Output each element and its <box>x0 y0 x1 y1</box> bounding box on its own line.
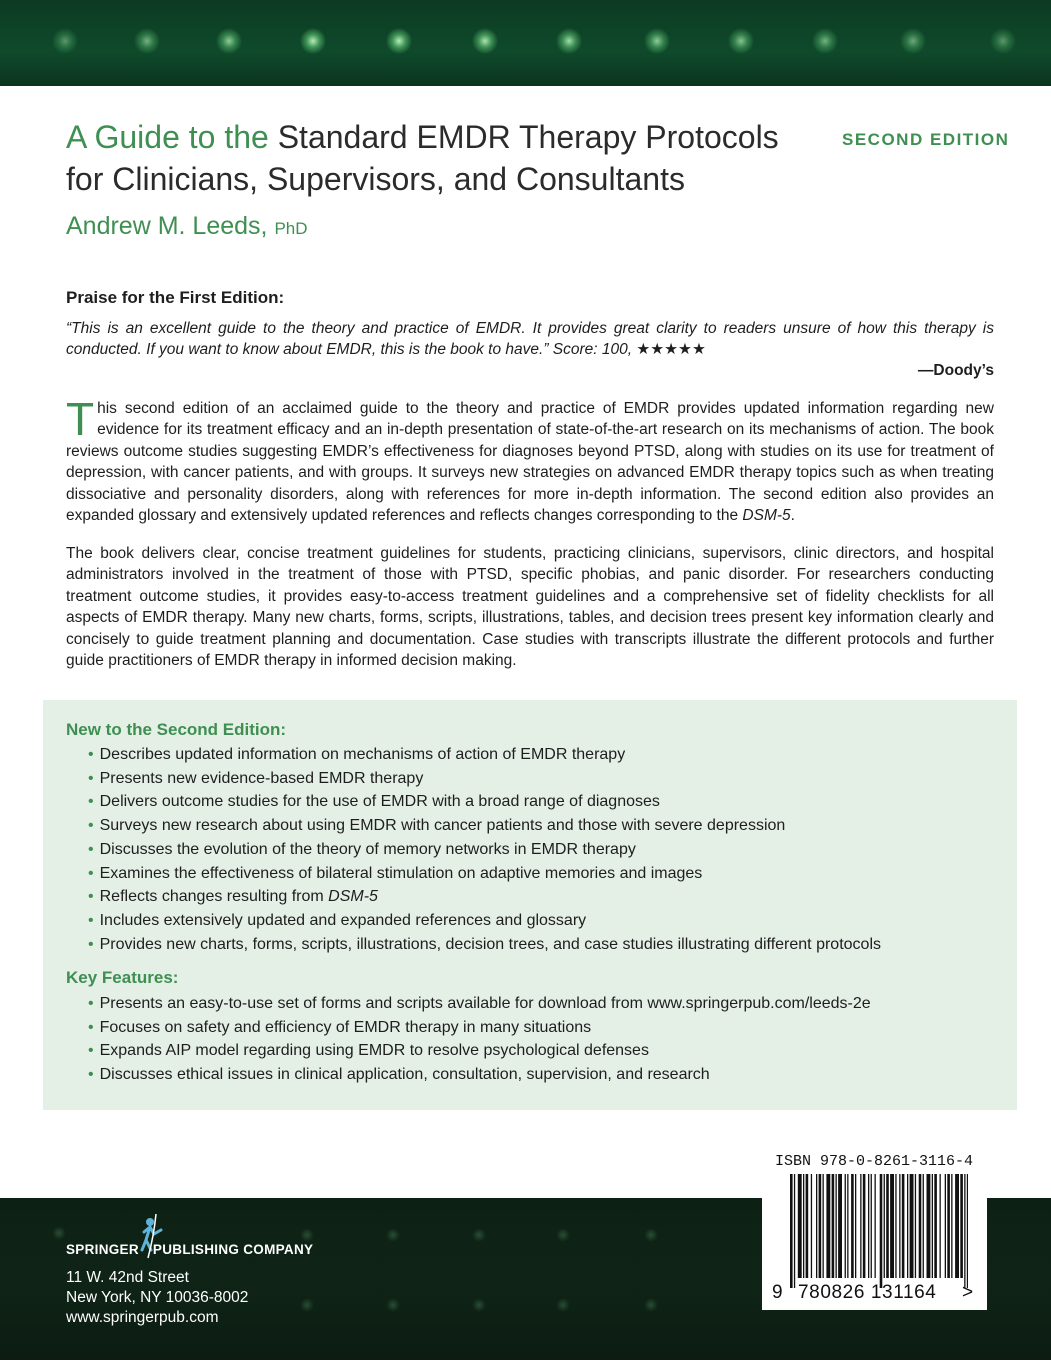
description-paragraph-1 <box>66 393 994 526</box>
barcode-bar <box>860 1174 861 1278</box>
title-line-2: for Clinicians, Supervisors, and Consultants <box>66 161 685 197</box>
barcode-bar <box>947 1174 950 1278</box>
barcode-bar <box>967 1174 968 1288</box>
drop-cap: T <box>66 393 95 445</box>
decorative-light-dot <box>52 1226 66 1240</box>
title-main: Standard EMDR Therapy Protocols <box>277 119 779 155</box>
decorative-light-dot <box>52 28 78 54</box>
praise-source: —Doody’s <box>917 362 994 379</box>
barcode-bar <box>932 1174 933 1278</box>
barcode-bar <box>884 1174 885 1278</box>
new-edition-heading: New to the Second Edition: <box>66 720 287 739</box>
decorative-light-dot <box>812 28 838 54</box>
decorative-light-dot <box>556 28 582 54</box>
barcode-bar <box>803 1174 804 1278</box>
barcode-bar <box>868 1174 869 1278</box>
barcode-bar <box>955 1174 959 1278</box>
decorative-light-dot <box>644 28 670 54</box>
barcode-bar <box>875 1174 876 1278</box>
list-item: • Discusses ethical issues in clinical application, consultation, supervision, and research <box>88 1063 1008 1087</box>
list-item: • Describes updated information on mechanisms of action of EMDR therapy <box>88 743 1008 767</box>
top-decorative-band <box>0 0 1051 86</box>
isbn-label: ISBN 978-0-8261-3116-4 <box>775 1153 974 1170</box>
barcode-bar <box>907 1174 908 1278</box>
decorative-light-dot <box>472 1228 486 1242</box>
features-panel <box>43 700 1017 1110</box>
barcode-bar <box>838 1174 842 1278</box>
list-item: • Expands AIP model regarding using EMDR to resolve psychological defenses <box>88 1039 1008 1063</box>
barcode-bar <box>934 1174 937 1278</box>
barcode-bar <box>890 1174 894 1278</box>
barcode-bars <box>790 1174 968 1288</box>
barcode-bar <box>940 1174 941 1278</box>
new-edition-list <box>88 743 1008 956</box>
decorative-light-dot <box>644 1228 658 1242</box>
edition-label: SECOND EDITION <box>842 130 1010 149</box>
barcode-bar <box>886 1174 889 1278</box>
barcode-bar <box>806 1174 809 1278</box>
barcode-bar <box>951 1174 952 1278</box>
list-item: • Discusses the evolution of the theory of memory networks in EMDR therapy <box>88 838 1008 862</box>
barcode-bar <box>794 1174 795 1288</box>
decorative-light-dot <box>300 1298 314 1312</box>
decorative-light-dot <box>556 1298 570 1312</box>
title-prefix: A Guide to the <box>66 119 278 155</box>
isbn-barcode <box>762 1140 987 1310</box>
decorative-light-dot <box>134 28 160 54</box>
author-name: Andrew M. Leeds, <box>66 212 275 240</box>
barcode-bar <box>880 1174 883 1288</box>
barcode-bar <box>919 1174 922 1278</box>
publisher-name-left: SPRINGER <box>66 1242 139 1257</box>
list-item: • Presents new evidence-based EMDR therapy <box>88 767 1008 791</box>
publisher-address <box>66 1268 248 1328</box>
barcode-bar <box>964 1174 965 1288</box>
paragraph-end: . <box>790 507 795 525</box>
barcode-bar <box>798 1174 802 1278</box>
address-city: New York, NY 10036-8002 <box>66 1289 249 1306</box>
barcode-bar <box>960 1174 963 1278</box>
author-degree: PhD <box>274 219 308 238</box>
barcode-lead-digit: 9 <box>772 1282 783 1303</box>
barcode-bar <box>811 1174 812 1278</box>
barcode-bar <box>871 1174 872 1278</box>
barcode-bar <box>863 1174 866 1278</box>
barcode-bar <box>836 1174 837 1278</box>
decorative-light-dot <box>644 1298 658 1312</box>
author <box>66 212 308 241</box>
key-features-list <box>88 992 1008 1087</box>
list-item: • Focuses on safety and efficiency of EMDR therapy in many situations <box>88 1016 1008 1040</box>
praise-quote: “This is an excellent guide to the theory and practice of EMDR. It provides great clarity to readers unsure of how this therapy is conducted. If you want to know about EMDR, this is the book to have.” Score: 100, ★★★★★ <box>66 320 994 358</box>
list-item: • Includes extensively updated and expanded references and glossary <box>88 909 1008 933</box>
decorative-light-dot <box>900 28 926 54</box>
barcode-bar <box>826 1174 830 1278</box>
decorative-light-dot <box>386 1298 400 1312</box>
decorative-light-dot <box>472 28 498 54</box>
barcode-bar <box>915 1174 916 1278</box>
barcode-bar <box>899 1174 900 1278</box>
barcode-digits: 780826 131164 <box>798 1282 937 1303</box>
key-features-heading: Key Features: <box>66 968 179 987</box>
list-item: • Delivers outcome studies for the use of EMDR with a broad range of diagnoses <box>88 790 1008 814</box>
barcode-bar <box>832 1174 835 1278</box>
publisher-name <box>66 1242 313 1257</box>
description-paragraph-2: The book delivers clear, concise treatment guidelines for students, practicing clinicians, supervisors, clinic directors, and hospital administrators involved in the treatment of those with PTSD, specific phobias, and panic disorder. For researchers conducting treatment outcome studies, it provides easy-to-access treatment guidelines and a comprehensive set of fidelity checklists for all aspects of EMDR therapy. Many new charts, forms, scripts, illustrations, tables, and decision trees present key information clearly and concisely to guide treatment planning and documentation. Case studies with transcripts illustrate the different protocols and further guide practitioners of EMDR therapy in informed decision making. <box>66 545 994 670</box>
praise-heading: Praise for the First Edition: <box>66 288 285 307</box>
barcode-bar <box>902 1174 905 1278</box>
decorative-light-dot <box>728 28 754 54</box>
decorative-light-dot <box>386 1228 400 1242</box>
decorative-light-dot <box>216 28 242 54</box>
publisher-website: www.springerpub.com <box>66 1309 219 1326</box>
barcode-bar <box>819 1174 822 1278</box>
decorative-light-dot <box>300 28 326 54</box>
barcode-bar <box>855 1174 856 1278</box>
barcode-bar <box>895 1174 896 1278</box>
list-item: • Examines the effectiveness of bilateral stimulation on adaptive memories and images <box>88 862 1008 886</box>
barcode-bar <box>923 1174 924 1278</box>
list-item-text: Reflects changes resulting from <box>99 888 329 906</box>
address-street: 11 W. 42nd Street <box>66 1269 189 1286</box>
list-item: • Surveys new research about using EMDR with cancer patients and those with severe depression <box>88 814 1008 838</box>
list-item: • Provides new charts, forms, scripts, illustrations, decision trees, and case studies illustrating different protocols <box>88 933 1008 957</box>
list-item: • Presents an easy-to-use set of forms and scripts available for download from www.springerpub.com/leeds-2e <box>88 992 1008 1016</box>
barcode-bar <box>847 1174 848 1278</box>
paragraph-text: his second edition of an acclaimed guide to the theory and practice of EMDR provides updated information regarding new evidence for its treatment efficacy and an in-depth presentation of state-of-the-art research on its mechanisms of action. The book reviews outcome studies suggesting EMDR’s effectiveness for diagnoses beyond PTSD, along with studies on its use for treatment of depression, with cancer patients, and with groups. It surveys new strategies on advanced EMDR therapy topics such as when treating dissociative and personality disorders, along with references for more in-depth information. The second edition also provides an expanded glossary and extensively updated references and reflects changes corresponding to the <box>66 400 994 525</box>
barcode-bar <box>845 1174 846 1278</box>
dsm-reference: DSM-5 <box>742 507 791 525</box>
barcode-arrow: > <box>962 1282 974 1303</box>
decorative-light-dot <box>990 28 1016 54</box>
barcode-bar <box>927 1174 931 1278</box>
book-title <box>66 116 1006 200</box>
decorative-light-dot <box>386 28 412 54</box>
decorative-light-dot <box>556 1228 570 1242</box>
decorative-light-dot <box>472 1298 486 1312</box>
barcode-bar <box>910 1174 914 1278</box>
publisher-name-right: PUBLISHING COMPANY <box>152 1242 314 1257</box>
barcode-bar <box>816 1174 817 1278</box>
barcode-bar <box>945 1174 946 1278</box>
barcode-bar <box>823 1174 824 1278</box>
barcode-bar <box>790 1174 793 1288</box>
dsm-reference: DSM-5 <box>328 888 378 906</box>
list-item <box>88 885 1008 909</box>
barcode-bar <box>851 1174 854 1278</box>
